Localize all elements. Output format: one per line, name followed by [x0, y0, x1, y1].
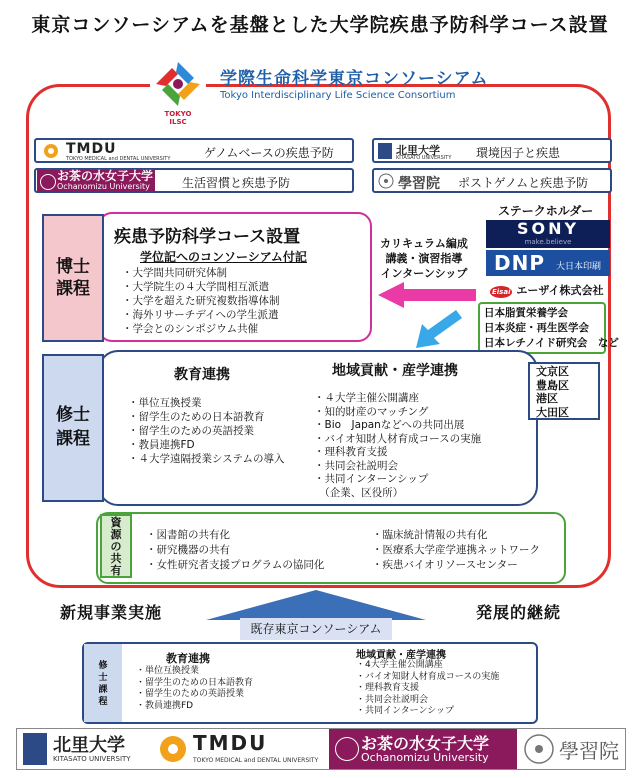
- list-item: ・疾患バイオリソースセンター: [372, 559, 518, 571]
- doctoral-label: 博士 課程: [42, 214, 104, 342]
- list-item: 文京区: [536, 365, 569, 378]
- doctoral-items: [122, 266, 280, 336]
- ochanomizu-badge: お茶の水女子大学 Ochanomizu University: [37, 170, 155, 192]
- list-item: ・留学生のための英語授業: [128, 425, 254, 437]
- dnp-logo: DNP 大日本印刷: [486, 250, 610, 276]
- list-item: 大田区: [536, 405, 569, 419]
- existing-edu-items: [136, 666, 253, 712]
- logo-english-name: Tokyo Interdisciplinary Life Science Consortium: [220, 90, 456, 101]
- existing-regional-items: [356, 660, 499, 718]
- list-item: ・臨床統計情報の共有化: [372, 529, 488, 541]
- list-item: ・単位互換授業: [136, 666, 200, 676]
- regional-heading: 地域貢献・産学連携: [332, 363, 458, 379]
- kitasato-crest-icon: [378, 143, 392, 159]
- existing-consortium-box: [82, 642, 538, 724]
- uni-desc: ゲノムベースの疾患予防: [204, 146, 334, 160]
- wards-box: [528, 362, 600, 420]
- edu-items: [128, 396, 284, 466]
- arrow-left-icon: [378, 282, 478, 308]
- stakeholder-title: ステークホルダー: [498, 204, 594, 218]
- list-item: ・バイオ知財人材育成コースの実施: [356, 671, 500, 682]
- list-item: ・教員連携FD: [136, 700, 194, 711]
- list-item: ・Bio Japanなどへの共同出展: [314, 419, 465, 431]
- regional-heading: 地域貢献・産学連携: [356, 650, 446, 661]
- list-item: ・図書館の共有化: [146, 529, 230, 541]
- edu-heading: 教育連携: [174, 367, 230, 383]
- uni-desc: ポストゲノムと疾患予防: [458, 176, 589, 190]
- kitasato-logo-text: 北里大学: [53, 735, 125, 756]
- ochanomizu-logo: お茶の水女子大学 Ochanomizu University: [329, 729, 517, 769]
- list-item: ・バイオ知財人材育成コースの実施: [314, 432, 482, 445]
- page-title: 東京コンソーシアムを基盤とした大学院疾患予防科学コース設置: [31, 14, 609, 36]
- list-item: ・知的財産のマッチング: [314, 405, 429, 418]
- list-item: ・留学生のための日本語教育: [128, 411, 265, 423]
- master-label: 修士 課程: [42, 354, 104, 502]
- uni-name: 北里大学: [396, 144, 440, 157]
- master-course-box: [98, 350, 538, 506]
- resource-right-items: [372, 528, 540, 573]
- list-item: ・研究機器の共有: [146, 544, 230, 556]
- gakushuin-logo-text: 學習院: [559, 739, 619, 763]
- logo-caption: TOKYO ILSC: [164, 110, 192, 126]
- edu-heading: 教育連携: [166, 652, 210, 665]
- list-item: ・女性研究者支援プログラムの協同化: [146, 559, 325, 571]
- logo-japanese-name: 学際生命科学東京コンソーシアム: [220, 69, 489, 89]
- list-item: 日本炎症・再生医学会: [484, 322, 589, 334]
- curriculum-text: カリキュラム編成 講義・演習指導 インターンシップ: [380, 237, 468, 280]
- uni-row-tmdu: [34, 138, 354, 163]
- existing-master-label: 修 士 課 程: [84, 644, 122, 722]
- ochanomizu-crest-icon: [40, 174, 56, 190]
- list-item: ・共同会社説明会: [356, 694, 429, 705]
- eisai-logo: Eisai エーザイ株式会社: [492, 284, 604, 297]
- list-item: ・単位互換授業: [128, 397, 202, 409]
- list-item: （企業、区役所）: [314, 486, 404, 499]
- resource-sharing-box: [96, 512, 566, 584]
- societies-box: [478, 302, 619, 354]
- gakushuin-crest-icon: [523, 733, 555, 765]
- list-item: ・学会とのシンポジウム共催: [122, 323, 259, 335]
- list-item: 日本脂質栄養学会: [484, 307, 568, 319]
- list-item: 港区: [536, 392, 558, 405]
- gakushuin-crest-icon: [378, 173, 394, 189]
- list-item: ・留学生のための英語授業: [136, 689, 245, 699]
- tmdu-crest-icon: [159, 735, 187, 763]
- arrow-down-left-icon: [412, 308, 464, 352]
- development-label: 発展的継続: [476, 603, 562, 622]
- new-project-label: 新規事業実施: [60, 603, 163, 622]
- list-item: ・4大学主催公開講座: [356, 660, 443, 670]
- consortium-logo-icon: [150, 56, 206, 112]
- list-item: 豊島区: [536, 378, 569, 392]
- uni-name: TMDU: [66, 141, 117, 157]
- list-item: ・大学院生の４大学間相互派遣: [122, 281, 269, 293]
- uni-sub: TOKYO MEDICAL and DENTAL UNIVERSITY: [66, 156, 171, 162]
- resource-left-items: [146, 528, 324, 573]
- list-item: ・共同インターンシップ: [314, 473, 429, 485]
- tmdu-crest-icon: [40, 143, 62, 159]
- arrow-up-icon: [206, 588, 426, 620]
- uni-row-gakushuin: [372, 168, 612, 193]
- list-item: ・大学間共同研究体制: [122, 267, 227, 279]
- list-item: ・教員連携FD: [128, 439, 195, 451]
- uni-desc: 生活習慣と疾患予防: [182, 176, 291, 190]
- tmdu-logo-sub: TOKYO MEDICAL and DENTAL UNIVERSITY: [193, 757, 319, 764]
- uni-desc: 環境因子と疾患: [476, 146, 561, 160]
- list-item: ・４大学遠隔授業システムの導入: [128, 453, 285, 465]
- kitasato-logo-sub: KITASATO UNIVERSITY: [53, 755, 131, 763]
- resource-label: 資 源 の 共 有: [100, 514, 132, 578]
- kitasato-crest-icon: [23, 733, 47, 765]
- list-item: ・共同会社説明会: [314, 459, 398, 472]
- list-item: ・留学生のための日本語教育: [136, 677, 254, 688]
- list-item: ・理科教育支援: [314, 446, 388, 458]
- sony-logo: SONY make.believe: [486, 220, 610, 248]
- list-item: ・４大学主催公開講座: [314, 392, 419, 404]
- list-item: ・医療系大学産学連携ネットワーク: [372, 544, 540, 556]
- uni-sub: KITASATO UNIVERSITY: [396, 155, 452, 161]
- existing-consortium-label: 既存東京コンソーシアム: [240, 618, 392, 640]
- uni-name: 學習院: [398, 176, 440, 192]
- course-heading: 疾患予防科学コース設置: [114, 227, 301, 247]
- uni-row-ochanomizu: [34, 168, 354, 193]
- uni-row-kitasato: [372, 138, 612, 163]
- list-item: ・大学を超えた研究複数指導体制: [122, 295, 280, 307]
- doctoral-course-box: [98, 212, 372, 342]
- tmdu-logo-text: TMDU: [193, 731, 268, 755]
- list-item: ・海外リサーチデイへの学生派遣: [122, 309, 279, 321]
- list-item: 日本レチノイド研究会 など: [484, 337, 619, 349]
- regional-items: [314, 392, 481, 500]
- ochanomizu-crest-icon: [335, 737, 359, 761]
- list-item: ・理科教育支援: [356, 683, 420, 693]
- list-item: ・共同インターンシップ: [356, 706, 455, 716]
- footer-logos: [16, 728, 626, 770]
- course-subheading: 学位記へのコンソーシアム付記: [140, 250, 307, 264]
